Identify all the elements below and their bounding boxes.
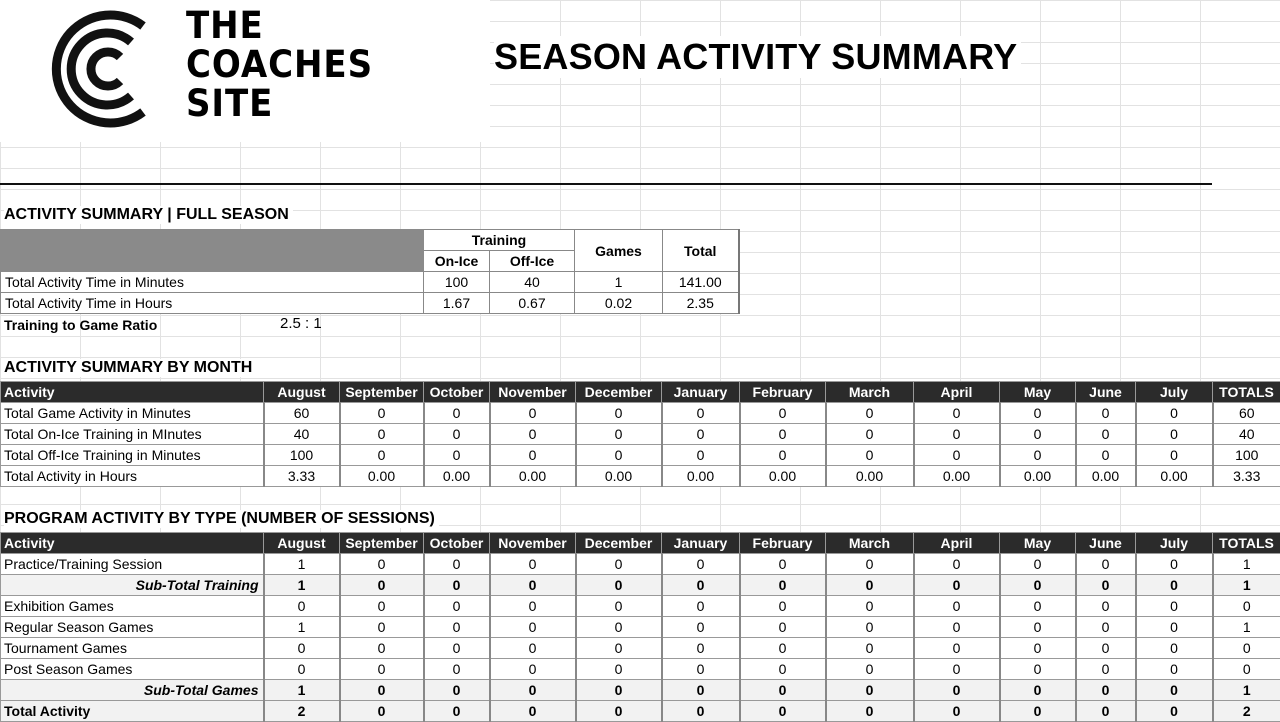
games-header[interactable]: Games xyxy=(575,230,663,272)
table-cell[interactable]: 0 xyxy=(490,424,576,445)
table-cell[interactable]: 1 xyxy=(1213,554,1280,575)
table-cell[interactable]: 0 xyxy=(1136,554,1213,575)
table-cell[interactable]: 0 xyxy=(1136,424,1213,445)
row-label[interactable]: Post Season Games xyxy=(1,659,264,680)
on-ice-cell[interactable]: 1.67 xyxy=(424,293,490,314)
table-row xyxy=(1,638,1280,659)
table-cell[interactable]: 100 xyxy=(264,445,340,466)
table-cell[interactable]: 0 xyxy=(490,617,576,638)
column-header-may[interactable]: May xyxy=(1000,533,1076,554)
table-cell[interactable]: 0 xyxy=(1000,554,1076,575)
row-label[interactable]: Sub-Total Games xyxy=(1,680,264,701)
table-cell[interactable]: 0 xyxy=(662,424,740,445)
ratio-label[interactable]: Training to Game Ratio xyxy=(4,317,157,333)
column-header-june[interactable]: June xyxy=(1076,382,1136,403)
table-cell[interactable]: 0 xyxy=(1213,638,1280,659)
table-cell[interactable]: 0 xyxy=(1076,575,1136,596)
table-cell[interactable]: 0 xyxy=(340,680,424,701)
column-header-january[interactable]: January xyxy=(662,382,740,403)
table-row xyxy=(1,701,1280,722)
table-cell[interactable]: 0 xyxy=(914,617,1000,638)
table-cell[interactable]: 0 xyxy=(740,445,826,466)
table-cell[interactable]: 0 xyxy=(914,403,1000,424)
table-cell[interactable]: 0 xyxy=(914,680,1000,701)
row-label[interactable]: Total Activity Time in Minutes xyxy=(1,272,424,293)
row-label[interactable]: Regular Season Games xyxy=(1,617,264,638)
table-cell[interactable]: 0 xyxy=(340,659,424,680)
table-cell[interactable]: 0 xyxy=(490,701,576,722)
logo-line-1: THE xyxy=(186,6,373,45)
table-cell[interactable]: 0 xyxy=(740,575,826,596)
table-cell[interactable]: 0 xyxy=(424,445,490,466)
table-cell[interactable]: 0 xyxy=(826,424,914,445)
column-header-october[interactable]: October xyxy=(424,382,490,403)
table-cell[interactable]: 0 xyxy=(662,659,740,680)
table-cell[interactable]: 0 xyxy=(740,701,826,722)
table-row xyxy=(1,445,1280,466)
table-cell[interactable]: 0 xyxy=(424,554,490,575)
table-cell[interactable]: 0 xyxy=(490,596,576,617)
ratio-value[interactable]: 2.5 : 1 xyxy=(280,315,322,332)
table-cell[interactable]: 3.33 xyxy=(264,466,340,487)
table-cell[interactable]: 0 xyxy=(490,554,576,575)
table-cell[interactable]: 0 xyxy=(1076,596,1136,617)
table-cell[interactable]: 0 xyxy=(1000,424,1076,445)
table-cell[interactable]: 0 xyxy=(340,701,424,722)
logo-line-3: SITE xyxy=(186,84,373,123)
by-month-title: ACTIVITY SUMMARY BY MONTH xyxy=(4,359,256,377)
off-ice-cell[interactable]: 40 xyxy=(490,272,575,293)
column-header-activity[interactable]: Activity xyxy=(1,533,264,554)
table-cell[interactable]: 0 xyxy=(826,596,914,617)
row-label[interactable]: Total Game Activity in Minutes xyxy=(1,403,264,424)
table-cell[interactable]: 0.00 xyxy=(1076,466,1136,487)
total-header[interactable]: Total xyxy=(663,230,739,272)
table-cell[interactable]: 100 xyxy=(1213,445,1280,466)
table-cell[interactable]: 0 xyxy=(914,701,1000,722)
table-cell[interactable]: 0 xyxy=(490,575,576,596)
coaches-site-logo-icon xyxy=(40,4,160,134)
column-header-november[interactable]: November xyxy=(490,382,576,403)
table-cell[interactable]: 0 xyxy=(740,554,826,575)
table-cell[interactable]: 0 xyxy=(1136,575,1213,596)
table-cell[interactable]: 0 xyxy=(662,701,740,722)
table-cell[interactable]: 0 xyxy=(914,659,1000,680)
table-cell[interactable]: 0 xyxy=(662,403,740,424)
table-cell[interactable]: 0.00 xyxy=(576,466,662,487)
header-spacer xyxy=(1,230,424,272)
column-header-june[interactable]: June xyxy=(1076,533,1136,554)
table-cell[interactable]: 0 xyxy=(576,575,662,596)
row-label[interactable]: Total Off-Ice Training in Minutes xyxy=(1,445,264,466)
table-cell[interactable]: 0 xyxy=(662,680,740,701)
row-label[interactable]: Total Activity xyxy=(1,701,264,722)
table-cell[interactable]: 0 xyxy=(490,659,576,680)
table-cell[interactable]: 0 xyxy=(1136,596,1213,617)
table-cell[interactable]: 0 xyxy=(740,638,826,659)
table-cell[interactable]: 0 xyxy=(340,554,424,575)
column-header-july[interactable]: July xyxy=(1136,533,1213,554)
table-cell[interactable]: 0 xyxy=(914,554,1000,575)
table-cell[interactable]: 1 xyxy=(1213,617,1280,638)
table-cell[interactable]: 0 xyxy=(490,638,576,659)
header-divider xyxy=(0,183,1212,185)
table-cell[interactable]: 0.00 xyxy=(662,466,740,487)
table-cell[interactable]: 0 xyxy=(914,638,1000,659)
table-cell[interactable]: 2 xyxy=(264,701,340,722)
table-cell[interactable]: 0 xyxy=(424,701,490,722)
table-cell[interactable]: 0 xyxy=(826,617,914,638)
column-header-august[interactable]: August xyxy=(264,382,340,403)
total-cell[interactable]: 141.00 xyxy=(663,272,739,293)
table-cell[interactable]: 0 xyxy=(490,403,576,424)
row-label[interactable]: Exhibition Games xyxy=(1,596,264,617)
table-cell[interactable]: 0.00 xyxy=(1136,466,1213,487)
column-header-february[interactable]: February xyxy=(740,382,826,403)
table-cell[interactable]: 0 xyxy=(424,659,490,680)
table-row xyxy=(1,596,1280,617)
table-cell[interactable]: 0 xyxy=(1000,575,1076,596)
table-cell[interactable]: 1 xyxy=(264,617,340,638)
table-cell[interactable]: 0 xyxy=(826,445,914,466)
table-cell[interactable]: 0 xyxy=(662,638,740,659)
table-cell[interactable]: 0 xyxy=(1136,659,1213,680)
table-row xyxy=(1,617,1280,638)
table-cell[interactable]: 0 xyxy=(1076,680,1136,701)
table-cell[interactable]: 0 xyxy=(1076,424,1136,445)
training-header[interactable]: Training xyxy=(424,230,575,251)
table-cell[interactable]: 0 xyxy=(264,638,340,659)
table-cell[interactable]: 0 xyxy=(740,403,826,424)
column-header-november[interactable]: November xyxy=(490,533,576,554)
table-cell[interactable]: 0 xyxy=(340,445,424,466)
table-cell[interactable]: 0 xyxy=(1000,659,1076,680)
table-cell[interactable]: 0 xyxy=(424,617,490,638)
table-cell[interactable]: 0 xyxy=(826,403,914,424)
table-cell[interactable]: 0 xyxy=(576,659,662,680)
table-cell[interactable]: 0.00 xyxy=(340,466,424,487)
column-header-march[interactable]: March xyxy=(826,382,914,403)
column-header-september[interactable]: September xyxy=(340,533,424,554)
table-cell[interactable]: 0.00 xyxy=(490,466,576,487)
table-cell[interactable]: 0 xyxy=(340,596,424,617)
table-cell[interactable]: 0 xyxy=(740,596,826,617)
table-cell[interactable]: 0 xyxy=(1076,617,1136,638)
logo-area xyxy=(0,0,490,142)
table-cell[interactable]: 0 xyxy=(1136,445,1213,466)
table-cell[interactable]: 0 xyxy=(1000,596,1076,617)
column-header-april[interactable]: April xyxy=(914,382,1000,403)
table-cell[interactable]: 0 xyxy=(1076,701,1136,722)
row-label[interactable]: Total On-Ice Training in MInutes xyxy=(1,424,264,445)
logo-wordmark xyxy=(186,6,373,123)
column-header-february[interactable]: February xyxy=(740,533,826,554)
column-header-may[interactable]: May xyxy=(1000,382,1076,403)
page-title: SEASON ACTIVITY SUMMARY xyxy=(494,36,1021,78)
column-header-totals[interactable]: TOTALS xyxy=(1213,382,1280,403)
table-cell[interactable]: 0 xyxy=(662,617,740,638)
table-cell[interactable]: 0 xyxy=(914,575,1000,596)
table-cell[interactable]: 1 xyxy=(1213,680,1280,701)
table-cell[interactable]: 0 xyxy=(576,596,662,617)
table-cell[interactable]: 0 xyxy=(662,596,740,617)
table-cell[interactable]: 0 xyxy=(424,596,490,617)
table-cell[interactable]: 0 xyxy=(1000,638,1076,659)
table-row xyxy=(1,575,1280,596)
column-header-totals[interactable]: TOTALS xyxy=(1213,533,1280,554)
full-season-table xyxy=(0,229,740,314)
table-cell[interactable]: 0 xyxy=(826,701,914,722)
table-cell[interactable]: 0 xyxy=(1000,680,1076,701)
table-cell[interactable]: 0 xyxy=(340,575,424,596)
table-cell[interactable]: 0 xyxy=(914,596,1000,617)
full-season-title: ACTIVITY SUMMARY | FULL SEASON xyxy=(4,206,293,224)
table-cell[interactable]: 0 xyxy=(576,554,662,575)
table-cell[interactable]: 0 xyxy=(914,424,1000,445)
total-cell[interactable]: 2.35 xyxy=(663,293,739,314)
table-cell[interactable]: 0 xyxy=(340,617,424,638)
table-cell[interactable]: 0 xyxy=(1136,701,1213,722)
table-row xyxy=(1,680,1280,701)
table-cell[interactable]: 0 xyxy=(1076,659,1136,680)
table-cell[interactable]: 0 xyxy=(826,575,914,596)
row-label[interactable]: Tournament Games xyxy=(1,638,264,659)
table-cell[interactable]: 60 xyxy=(1213,403,1280,424)
column-header-april[interactable]: April xyxy=(914,533,1000,554)
table-cell[interactable]: 0 xyxy=(424,424,490,445)
table-cell[interactable]: 0 xyxy=(576,445,662,466)
table-cell[interactable]: 1 xyxy=(264,575,340,596)
off-ice-header[interactable]: Off-Ice xyxy=(490,251,575,272)
table-cell[interactable]: 0 xyxy=(1000,445,1076,466)
table-cell[interactable]: 0.00 xyxy=(914,466,1000,487)
table-cell[interactable]: 0 xyxy=(490,680,576,701)
table-cell[interactable]: 0 xyxy=(424,575,490,596)
table-cell[interactable]: 0 xyxy=(662,445,740,466)
table-cell[interactable]: 0 xyxy=(662,554,740,575)
table-cell[interactable]: 0 xyxy=(264,596,340,617)
column-header-march[interactable]: March xyxy=(826,533,914,554)
table-cell[interactable]: 2 xyxy=(1213,701,1280,722)
table-cell[interactable]: 0 xyxy=(1076,445,1136,466)
table-cell[interactable]: 0.00 xyxy=(1000,466,1076,487)
table-cell[interactable]: 0 xyxy=(340,403,424,424)
table-row xyxy=(1,403,1280,424)
table-cell[interactable]: 0 xyxy=(340,424,424,445)
column-header-december[interactable]: December xyxy=(576,533,662,554)
on-ice-cell[interactable]: 100 xyxy=(424,272,490,293)
table-cell[interactable]: 0 xyxy=(424,638,490,659)
table-cell[interactable]: 0 xyxy=(1136,680,1213,701)
table-cell[interactable]: 0 xyxy=(576,403,662,424)
table-cell[interactable]: 60 xyxy=(264,403,340,424)
off-ice-cell[interactable]: 0.67 xyxy=(490,293,575,314)
row-label[interactable]: Sub-Total Training xyxy=(1,575,264,596)
by-type-title: PROGRAM ACTIVITY BY TYPE (NUMBER OF SESSIONS) xyxy=(4,510,439,528)
table-cell[interactable]: 0 xyxy=(826,554,914,575)
row-label[interactable]: Total Activity in Hours xyxy=(1,466,264,487)
table-row xyxy=(1,424,1280,445)
table-cell[interactable]: 0 xyxy=(1136,403,1213,424)
row-label[interactable]: Practice/Training Session xyxy=(1,554,264,575)
table-cell[interactable]: 0 xyxy=(1213,659,1280,680)
on-ice-header[interactable]: On-Ice xyxy=(424,251,490,272)
table-cell[interactable]: 0 xyxy=(1076,554,1136,575)
table-cell[interactable]: 0 xyxy=(424,680,490,701)
table-cell[interactable]: 1 xyxy=(1213,575,1280,596)
table-cell[interactable]: 0.00 xyxy=(424,466,490,487)
table-cell[interactable]: 0 xyxy=(424,403,490,424)
table-cell[interactable]: 0 xyxy=(826,638,914,659)
table-cell[interactable]: 0 xyxy=(826,659,914,680)
table-cell[interactable]: 0 xyxy=(1076,403,1136,424)
table-cell[interactable]: 0 xyxy=(914,445,1000,466)
table-cell[interactable]: 1 xyxy=(264,680,340,701)
table-cell[interactable]: 0 xyxy=(490,445,576,466)
by-month-table xyxy=(0,381,1280,487)
table-cell[interactable]: 0 xyxy=(662,575,740,596)
column-header-september[interactable]: September xyxy=(340,382,424,403)
table-cell[interactable]: 0 xyxy=(576,424,662,445)
table-cell[interactable]: 0 xyxy=(1076,638,1136,659)
logo-line-2: COACHES xyxy=(186,45,373,84)
table-cell[interactable]: 40 xyxy=(1213,424,1280,445)
column-header-august[interactable]: August xyxy=(264,533,340,554)
table-cell[interactable]: 0 xyxy=(740,424,826,445)
games-cell[interactable]: 0.02 xyxy=(575,293,663,314)
table-row xyxy=(1,466,1280,487)
table-cell[interactable]: 0 xyxy=(1213,596,1280,617)
table-cell[interactable]: 0 xyxy=(826,680,914,701)
column-header-activity[interactable]: Activity xyxy=(1,382,264,403)
table-cell[interactable]: 40 xyxy=(264,424,340,445)
table-row xyxy=(1,272,739,293)
table-row xyxy=(1,293,739,314)
table-cell[interactable]: 0.00 xyxy=(740,466,826,487)
column-header-january[interactable]: January xyxy=(662,533,740,554)
table-cell[interactable]: 3.33 xyxy=(1213,466,1280,487)
table-cell[interactable]: 0 xyxy=(340,638,424,659)
column-header-october[interactable]: October xyxy=(424,533,490,554)
table-cell[interactable]: 0 xyxy=(1000,701,1076,722)
table-cell[interactable]: 0 xyxy=(576,638,662,659)
table-cell[interactable]: 0 xyxy=(1136,617,1213,638)
by-type-table xyxy=(0,532,1280,722)
table-row xyxy=(1,554,1280,575)
table-cell[interactable]: 0 xyxy=(740,659,826,680)
table-cell[interactable]: 0 xyxy=(1000,617,1076,638)
table-cell[interactable]: 0 xyxy=(1136,638,1213,659)
table-cell[interactable]: 0 xyxy=(576,680,662,701)
table-cell[interactable]: 0 xyxy=(740,680,826,701)
table-cell[interactable]: 0 xyxy=(264,659,340,680)
table-row xyxy=(1,659,1280,680)
table-cell[interactable]: 1 xyxy=(264,554,340,575)
games-cell[interactable]: 1 xyxy=(575,272,663,293)
column-header-december[interactable]: December xyxy=(576,382,662,403)
table-cell[interactable]: 0 xyxy=(1000,403,1076,424)
row-label[interactable]: Total Activity Time in Hours xyxy=(1,293,424,314)
table-cell[interactable]: 0 xyxy=(576,617,662,638)
table-cell[interactable]: 0 xyxy=(740,617,826,638)
table-cell[interactable]: 0.00 xyxy=(826,466,914,487)
column-header-july[interactable]: July xyxy=(1136,382,1213,403)
table-cell[interactable]: 0 xyxy=(576,701,662,722)
